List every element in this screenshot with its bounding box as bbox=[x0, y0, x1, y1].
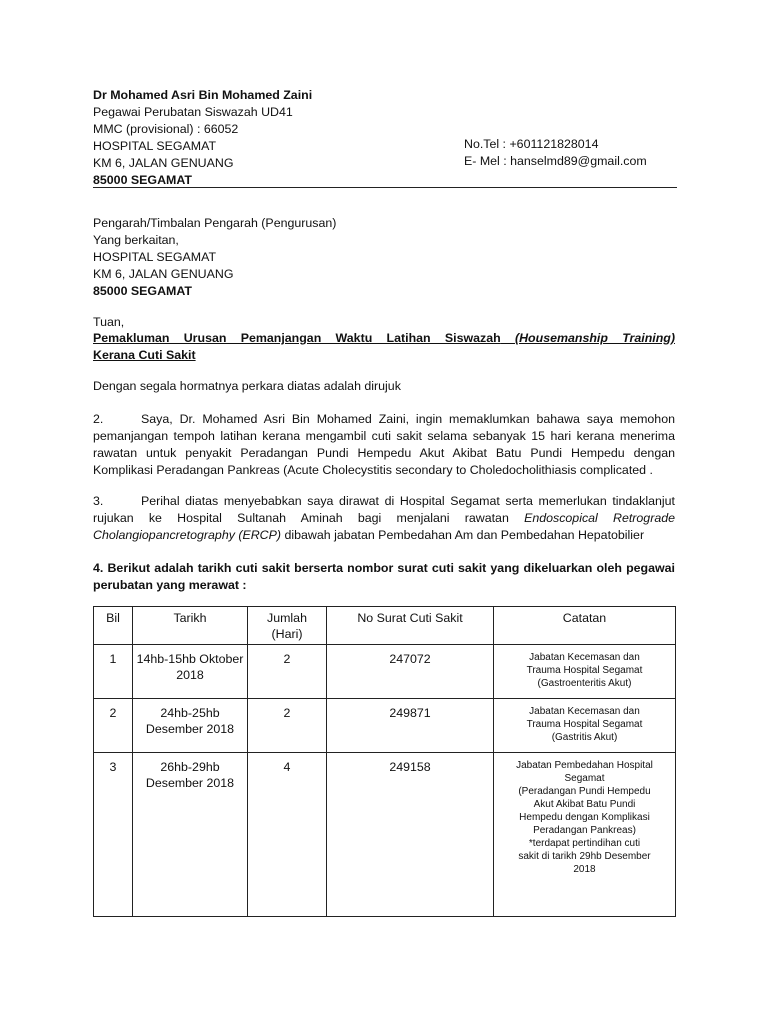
row2-catatan-line: (Gastritis Akut) bbox=[551, 732, 618, 743]
para3-text-1: Perihal diatas menyebabkan saya dirawat di Hospital Segamat serta memerlukan tindaklanjut bbox=[141, 494, 675, 508]
row1-tarikh bbox=[133, 645, 248, 699]
row2-catatan-line: Jabatan Kecemasan dan bbox=[529, 706, 640, 717]
paragraph-3 bbox=[93, 493, 675, 544]
header-jumlah bbox=[248, 607, 327, 645]
para3-italic-2: Endoscopical Retrograde bbox=[524, 511, 675, 525]
sender-email: E- Mel : hanselmd89@gmail.com bbox=[464, 154, 647, 168]
row3-catatan-line: Segamat bbox=[564, 773, 605, 784]
para2-line-4: Komplikasi Peradangan Pankreas (Acute Cholecystitis secondary to Choledocholithiasis complicated . bbox=[93, 463, 653, 477]
row3-catatan bbox=[494, 753, 676, 917]
recipient-address: KM 6, JALAN GENUANG bbox=[93, 267, 234, 281]
subject-italic: (Housemanship Training) bbox=[514, 331, 675, 345]
header-bil: Bil bbox=[94, 607, 133, 645]
header-catatan: Catatan bbox=[494, 607, 676, 645]
para3-text-2: rujukan ke Hospital Sultanah Aminah bagi menjalani rawatan bbox=[93, 511, 509, 525]
row3-tarikh bbox=[133, 753, 248, 917]
row2-catatan bbox=[494, 699, 676, 753]
sender-phone: No.Tel : +601121828014 bbox=[464, 137, 599, 151]
header-tarikh: Tarikh bbox=[133, 607, 248, 645]
row2-tarikh bbox=[133, 699, 248, 753]
para3-text-3: dibawah jabatan Pembedahan Am dan Pembedahan Hepatobilier bbox=[284, 528, 645, 542]
para3-italic-3: Cholangiopancretography (ERCP) bbox=[93, 528, 282, 542]
row1-catatan bbox=[494, 645, 676, 699]
sender-hospital: HOSPITAL SEGAMAT bbox=[93, 139, 217, 153]
row1-bil: 1 bbox=[94, 645, 133, 699]
para4-line-2: perubatan yang merawat : bbox=[93, 578, 247, 592]
para2-number: 2. bbox=[93, 412, 104, 426]
row3-catatan-line: Hempedu dengan Komplikasi bbox=[519, 812, 650, 823]
row3-catatan-line: (Peradangan Pundi Hempedu bbox=[518, 786, 651, 797]
row2-tarikh-1: 24hb-25hb bbox=[160, 706, 220, 720]
sender-contact bbox=[464, 136, 647, 170]
para2-line-1 bbox=[93, 411, 675, 428]
salutation: Tuan, bbox=[93, 315, 125, 329]
row1-jumlah: 2 bbox=[248, 645, 327, 699]
row3-jumlah: 4 bbox=[248, 753, 327, 917]
row3-catatan-line: Peradangan Pankreas) bbox=[533, 825, 636, 836]
row1-catatan-line: Trauma Hospital Segamat bbox=[526, 665, 643, 676]
paragraph-4 bbox=[93, 560, 675, 594]
row3-catatan-line: sakit di tarikh 29hb Desember bbox=[518, 851, 651, 862]
recipient-postcode: 85000 SEGAMAT bbox=[93, 284, 192, 298]
row3-bil: 3 bbox=[94, 753, 133, 917]
subject-heading bbox=[93, 330, 675, 364]
sender-address: KM 6, JALAN GENUANG bbox=[93, 156, 234, 170]
header-jumlah-1: Jumlah bbox=[267, 611, 307, 625]
sender-name: Dr Mohamed Asri Bin Mohamed Zaini bbox=[93, 88, 313, 102]
header-divider bbox=[93, 187, 677, 188]
row1-tarikh-1: 14hb-15hb Oktober bbox=[136, 652, 244, 666]
table-row bbox=[94, 699, 676, 753]
row3-tarikh-1: 26hb-29hb bbox=[160, 760, 220, 774]
recipient-hospital: HOSPITAL SEGAMAT bbox=[93, 250, 217, 264]
sender-postcode: 85000 SEGAMAT bbox=[93, 173, 192, 187]
recipient-greeting: Yang berkaitan, bbox=[93, 233, 179, 247]
row1-no-surat: 247072 bbox=[327, 645, 494, 699]
subject-main: Pemakluman Urusan Pemanjangan Waktu Latihan Siswazah bbox=[93, 331, 501, 345]
para2-line-2: pemanjangan tempoh latihan kerana mengambil cuti sakit selama sebanyak 15 hari kerana menerima bbox=[93, 429, 675, 443]
row2-catatan-line: Trauma Hospital Segamat bbox=[526, 719, 643, 730]
table-row bbox=[94, 753, 676, 917]
row3-tarikh-2: Desember 2018 bbox=[145, 776, 235, 790]
para3-line-1 bbox=[93, 493, 675, 510]
subject-line-1 bbox=[93, 330, 675, 347]
row3-catatan-line: *terdapat pertindihan cuti bbox=[528, 838, 641, 849]
row1-catatan-line: Jabatan Kecemasan dan bbox=[529, 652, 640, 663]
para4-line-1: 4. Berikut adalah tarikh cuti sakit berserta nombor surat cuti sakit yang dikeluarkan oleh pegawai bbox=[93, 561, 675, 575]
sender-mmc: MMC (provisional) : 66052 bbox=[93, 122, 239, 136]
row2-no-surat: 249871 bbox=[327, 699, 494, 753]
sick-leave-table bbox=[93, 606, 676, 917]
row1-catatan-line: (Gastroenteritis Akut) bbox=[537, 678, 632, 689]
table-row bbox=[94, 645, 676, 699]
table-header-row bbox=[94, 607, 676, 645]
recipient-title: Pengarah/Timbalan Pengarah (Pengurusan) bbox=[93, 216, 337, 230]
header-jumlah-2: (Hari) bbox=[271, 627, 303, 641]
para3-number: 3. bbox=[93, 494, 104, 508]
row3-catatan-line: 2018 bbox=[573, 864, 596, 875]
row3-catatan-line: Akut Akibat Batu Pundi bbox=[533, 799, 636, 810]
row1-tarikh-2: 2018 bbox=[176, 668, 204, 682]
recipient-block bbox=[93, 215, 336, 300]
paragraph-2 bbox=[93, 411, 675, 479]
subject-line-2: Kerana Cuti Sakit bbox=[93, 348, 196, 362]
para3-line-2 bbox=[93, 510, 675, 527]
row3-no-surat: 249158 bbox=[327, 753, 494, 917]
row2-jumlah: 2 bbox=[248, 699, 327, 753]
para2-text-1: Saya, Dr. Mohamed Asri Bin Mohamed Zaini, ingin memaklumkan bahawa saya memohon bbox=[141, 412, 675, 426]
sender-position: Pegawai Perubatan Siswazah UD41 bbox=[93, 105, 293, 119]
opening-paragraph: Dengan segala hormatnya perkara diatas adalah dirujuk bbox=[93, 379, 401, 393]
header-no-surat: No Surat Cuti Sakit bbox=[327, 607, 494, 645]
row3-catatan-line: Jabatan Pembedahan Hospital bbox=[516, 760, 653, 771]
row2-bil: 2 bbox=[94, 699, 133, 753]
row2-tarikh-2: Desember 2018 bbox=[145, 722, 235, 736]
para3-line-3 bbox=[93, 527, 675, 544]
para2-line-3: rawatan untuk penyakit Peradangan Pundi Hempedu Akut Akibat Batu Pundi Hempedu dengan bbox=[93, 446, 675, 460]
